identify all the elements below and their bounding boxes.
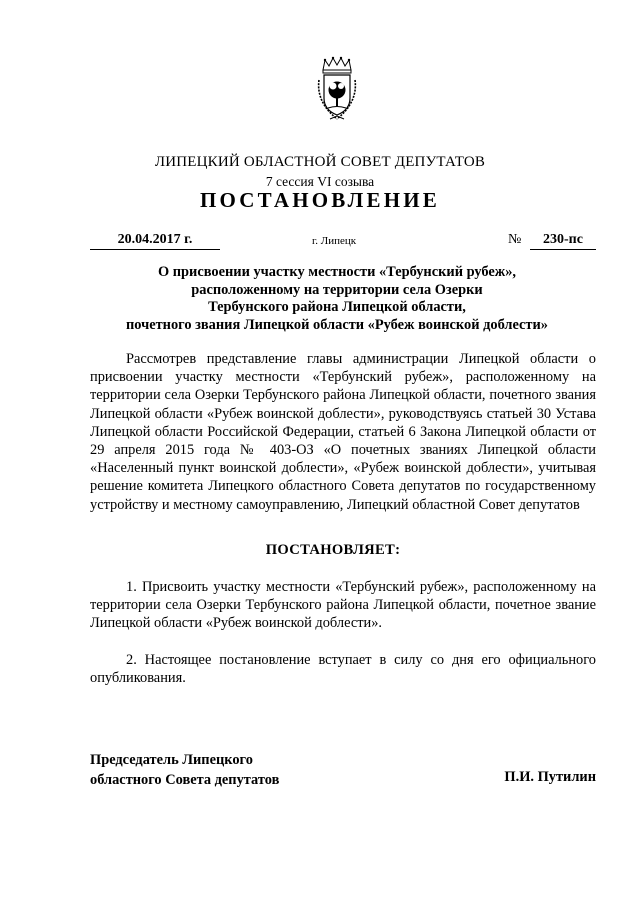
document-date: 20.04.2017 г. [90,232,220,250]
document-meta [90,232,596,252]
coat-of-arms-icon [316,56,358,122]
resolution-item-2: 2. Настоящее постановление вступает в силу со дня его официального опубликования. [90,652,596,687]
number-sign: № [508,232,522,247]
resolves-heading: ПОСТАНОВЛЯЕТ: [265,542,401,558]
organization-name: ЛИПЕЦКИЙ ОБЛАСТНОЙ СОВЕТ ДЕПУТАТОВ [154,154,486,170]
signatory-name: П.И. Путилин [504,769,596,785]
signatory-position-line: Председатель Липецкого [90,752,253,768]
document-place: г. Липецк [312,235,357,247]
preamble-paragraph: Рассмотрев представление главы администрации Липецкой области о присвоении участку местности «Тербунский рубеж», расположенному на территории села Озерки Тербунского района Липецкой области, почетного звания Липецкой области «Рубеж воинской доблести», руководствуясь статьей 30 Устава Липецкой области Российской Федерации, статьей 6 Закона Липецкой области от 29 апреля 2015 года № 403-ОЗ «О почетных званиях Липецкой области «Населенный пункт воинской доблести», «Рубеж воинской доблести», учитывая решение комитета Липецкого областного Совета депутатов по государственному устройству и местному самоуправлению, Липецкий областной Совет депутатов [90,351,596,513]
document-title [60,264,614,334]
session-info: 7 сессия VI созыва [265,174,375,189]
document-number: 230-пс [530,232,596,250]
title-line: О присвоении участку местности «Тербунский рубеж», [157,264,517,280]
title-line: расположенному на территории села Озерки [191,281,483,298]
signatory-position [90,750,279,790]
title-line: почетного звания Липецкой области «Рубеж воинской доблести» [125,316,548,333]
title-line: Тербунского района Липецкой области, [208,299,466,315]
document-type: ПОСТАНОВЛЕНИЕ [199,188,441,212]
signatory-position-line: областного Совета депутатов [90,772,280,788]
resolution-item-1: 1. Присвоить участку местности «Тербунский рубеж», расположенному на территории села Озерки Тербунского района Липецкой области, почетное звание Липецкой области «Рубеж воинской доблести». [90,579,596,632]
